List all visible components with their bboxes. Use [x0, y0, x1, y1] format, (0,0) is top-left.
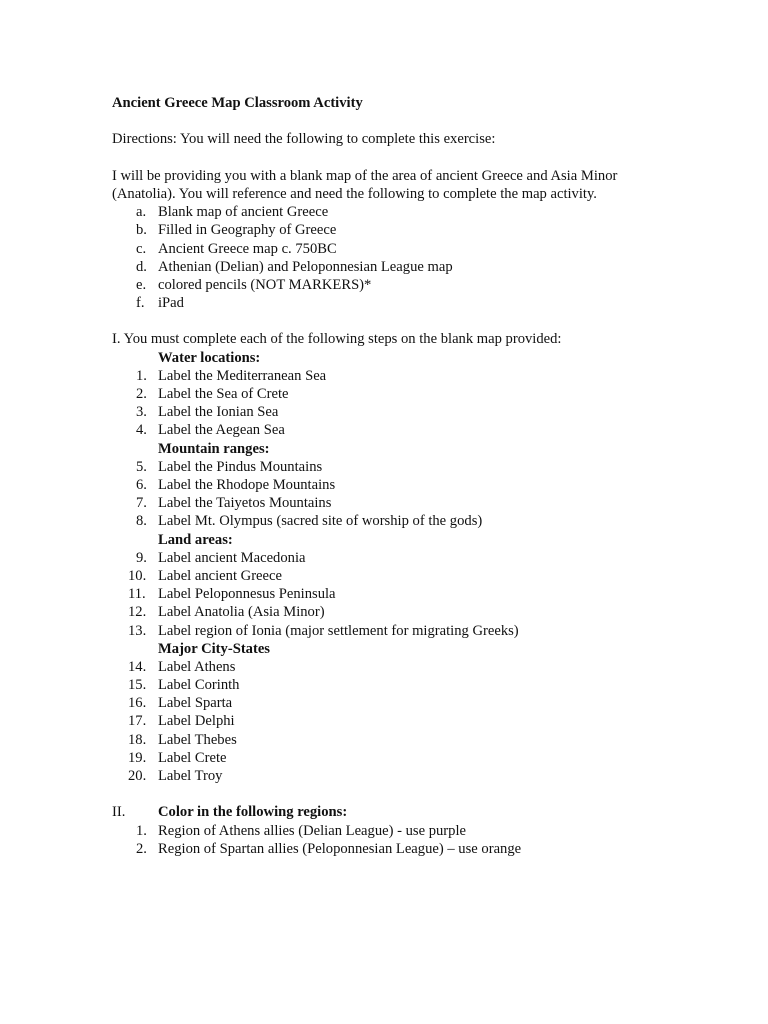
list-item: 16. Label Sparta [128, 695, 233, 712]
section-2-title: Color in the following regions: [158, 804, 348, 821]
list-item: 18. Label Thebes [128, 731, 237, 748]
list-item: 10. Label ancient Greece [128, 567, 282, 584]
list-item: 4. Label the Aegean Sea [136, 422, 285, 439]
list-item: d. Athenian (Delian) and Peloponnesian League map [136, 258, 453, 275]
list-item: a. Blank map of ancient Greece [136, 204, 329, 221]
section-1-intro: I. You must complete each of the following steps on the blank map provided: [112, 331, 562, 348]
list-item: 8. Label Mt. Olympus (sacred site of worship of the gods) [136, 513, 483, 530]
materials-list [112, 203, 672, 312]
list-item: f. iPad [136, 295, 184, 312]
list-item: 15. Label Corinth [128, 677, 240, 694]
list-item: 3. Label the Ionian Sea [136, 404, 279, 421]
list-item: e. colored pencils (NOT MARKERS)* [136, 276, 372, 293]
list-item: 6. Label the Rhodope Mountains [136, 477, 336, 493]
list-item: 19. Label Crete [128, 749, 227, 766]
list-item: 13. Label region of Ionia (major settlement for migrating Greeks) [128, 622, 519, 639]
list-item: 7. Label the Taiyetos Mountains [136, 495, 332, 512]
list-item: b. Filled in Geography of Greece [136, 222, 337, 239]
list-item: 11. Label Peloponnesus Peninsula [128, 586, 336, 603]
mountain-heading: Mountain ranges: [158, 440, 270, 457]
list-item: 20. Label Troy [128, 768, 223, 784]
list-item: 12. Label Anatolia (Asia Minor) [128, 604, 325, 621]
document-title: Ancient Greece Map Classroom Activity [112, 95, 363, 111]
city-heading: Major City-States [158, 640, 270, 657]
section-2-numeral: II. [112, 804, 126, 821]
list-item: 1. Label the Mediterranean Sea [136, 367, 327, 384]
list-item: c. Ancient Greece map c. 750BC [136, 240, 337, 257]
list-item: 14. Label Athens [128, 658, 236, 675]
section-2-heading [112, 803, 672, 821]
directions-text: Directions: You will need the following to complete this exercise: [112, 131, 496, 148]
list-item: 5. Label the Pindus Mountains [136, 458, 323, 475]
list-item: 9. Label ancient Macedonia [136, 549, 306, 566]
land-heading: Land areas: [158, 531, 233, 548]
list-item: 2. Region of Spartan allies (Peloponnesian League) – use orange [136, 840, 522, 857]
list-item: 2. Label the Sea of Crete [136, 386, 289, 403]
document-page [112, 94, 672, 858]
intro-paragraph: I will be providing you with a blank map of the area of ancient Greece and Asia Minor (Anatolia). You will reference and need the following to complete the map activity. [112, 167, 618, 202]
water-heading: Water locations: [158, 349, 261, 366]
list-item: 1. Region of Athens allies (Delian League) - use purple [136, 822, 466, 839]
list-item: 17. Label Delphi [128, 713, 235, 730]
